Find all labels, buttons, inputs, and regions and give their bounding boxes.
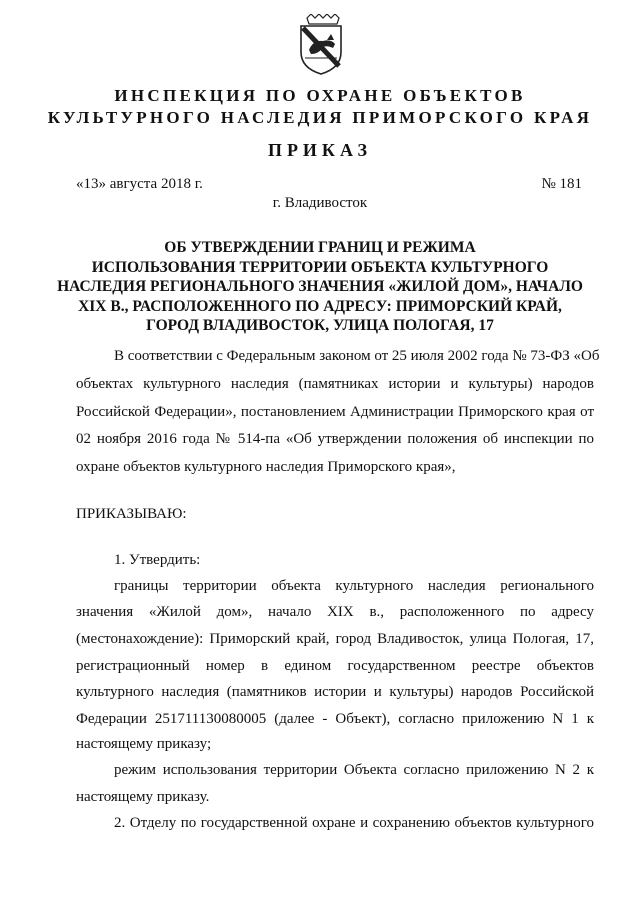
preamble-line: объектах культурного наследия (памятниках истории и культуры) народов [76, 376, 594, 392]
title-line: XIX В., РАСПОЛОЖЕННОГО ПО АДРЕСУ: ПРИМОРСКИЙ КРАЙ, [78, 297, 562, 315]
item-1-line: (местонахождение): Приморский край, город Владивосток, улица Пологая, 17, [76, 631, 594, 647]
title-line: ОБ УТВЕРЖДЕНИИ ГРАНИЦ И РЕЖИМА [164, 239, 476, 256]
title-line: ИСПОЛЬЗОВАНИЯ ТЕРРИТОРИИ ОБЪЕКТА КУЛЬТУРНОГО [91, 258, 549, 276]
preamble-line: 02 ноября 2016 года № 514-па «Об утверждении положения об инспекции по [76, 431, 594, 447]
item-1-line: значения «Жилой дом», начало XIX в., расположенного по адресу [76, 604, 594, 620]
item-1-heading: 1. Утвердить: [114, 552, 201, 568]
title-line: НАСЛЕДИЯ РЕГИОНАЛЬНОГО ЗНАЧЕНИЯ «ЖИЛОЙ ДОМ», НАЧАЛО [57, 278, 583, 295]
title-line: ГОРОД ВЛАДИВОСТОК, УЛИЦА ПОЛОГАЯ, 17 [146, 317, 494, 334]
item-2-line: 2. Отделу по государственной охране и сохранению объектов культурного [114, 815, 594, 831]
preamble-line: Российской Федерации», постановлением Администрации Приморского края от [76, 404, 594, 420]
coat-of-arms-icon [297, 14, 345, 76]
order-number: № 181 [541, 176, 582, 192]
order-word: ПРИКАЗЫВАЮ: [76, 506, 187, 522]
item-1-line: границы территории объекта культурного наследия регионального [114, 578, 594, 594]
item-1-line: культурного наследия (памятников истории и культуры) народов Российской [76, 684, 594, 700]
preamble-line: охране объектов культурного наследия Приморского края», [76, 459, 456, 475]
item-1-line: Федерации 251711130080005 (далее - Объект), согласно приложению N 1 к [76, 711, 594, 727]
preamble-line: В соответствии с Федеральным законом от 25 июля 2002 года № 73-ФЗ «Об [114, 348, 600, 364]
organization-name-line-1: ИНСПЕКЦИЯ ПО ОХРАНЕ ОБЪЕКТОВ [114, 86, 526, 105]
organization-name-line-2: КУЛЬТУРНОГО НАСЛЕДИЯ ПРИМОРСКОГО КРАЯ [47, 108, 593, 127]
document-type: ПРИКАЗ [267, 140, 373, 160]
order-city: г. Владивосток [272, 195, 368, 211]
item-1-line: настоящему приказу; [76, 736, 212, 752]
item-1-line: настоящему приказу. [76, 789, 210, 805]
order-title [40, 238, 600, 336]
item-1-line: режим использования территории Объекта согласно приложению N 2 к [114, 762, 594, 778]
item-1-line: регистрационный номер в едином государственном реестре объектов [76, 658, 594, 674]
order-date: «13» августа 2018 г. [76, 176, 203, 192]
